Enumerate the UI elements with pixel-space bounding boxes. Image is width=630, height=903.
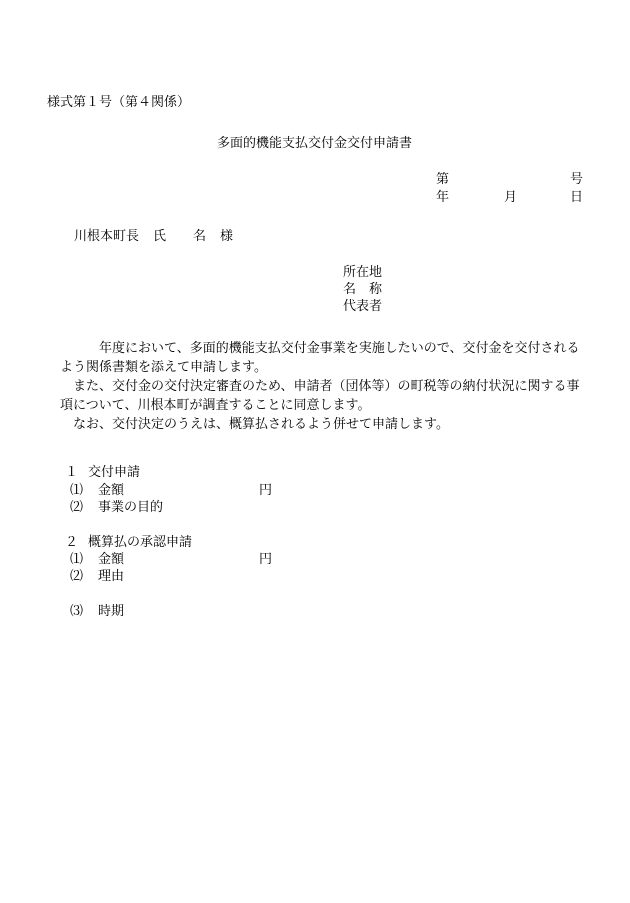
section1-item2-number: ⑵ [70,500,84,515]
body-paragraph-1: 年度において、多面的機能支払交付金事業を実施したいので、交付金を交付されるよう関係書類を添えて申請します。 [60,341,580,375]
date-month: 月 [504,190,518,205]
addressee-sama: 様 [220,229,234,244]
applicant-name-label-2: 称 [369,282,383,297]
addressee-org: 川根本町長 [74,229,140,244]
applicant-address-label: 所在地 [343,265,383,280]
date-day: 日 [570,190,584,205]
form-number: 様式第１号（第４関係） [47,95,191,110]
addressee-shi: 氏 [153,229,167,244]
doc-number-suffix: 号 [570,172,584,187]
body-paragraph-2: また、交付金の交付決定審査のため、申請者（団体等）の町税等の納付状況に関する事項について、川根本町が調査することに同意します。 [60,379,580,413]
document-title: 多面的機能支払交付金交付申請書 [217,136,413,151]
date-year: 年 [436,190,450,205]
section2-item2-number: ⑵ [70,569,84,584]
section1-item1-unit: 円 [259,483,273,498]
section1-item1-number: ⑴ [70,483,84,498]
section2-item2-label: 理由 [98,569,125,584]
section2-item3-number: ⑶ [70,604,84,619]
section1-item2-label: 事業の目的 [98,500,164,515]
section2-heading-number: ２ [65,535,79,550]
applicant-name-label-1: 名 [343,282,357,297]
section1-heading-number: １ [65,465,79,480]
addressee-mei: 名 [193,229,207,244]
body-text [60,339,590,434]
section2-item3-label: 時期 [98,604,125,619]
section1-item1-label: 金額 [98,483,125,498]
section2-item1-unit: 円 [259,552,273,567]
section2-heading: 概算払の承認申請 [88,535,193,550]
section2-item1-number: ⑴ [70,552,84,567]
body-paragraph-3: なお、交付決定のうえは、概算払されるよう併せて申請します。 [73,417,449,432]
doc-number-prefix: 第 [436,172,450,187]
applicant-rep-label: 代表者 [343,299,383,314]
section2-item1-label: 金額 [98,552,125,567]
section1-heading: 交付申請 [88,465,141,480]
